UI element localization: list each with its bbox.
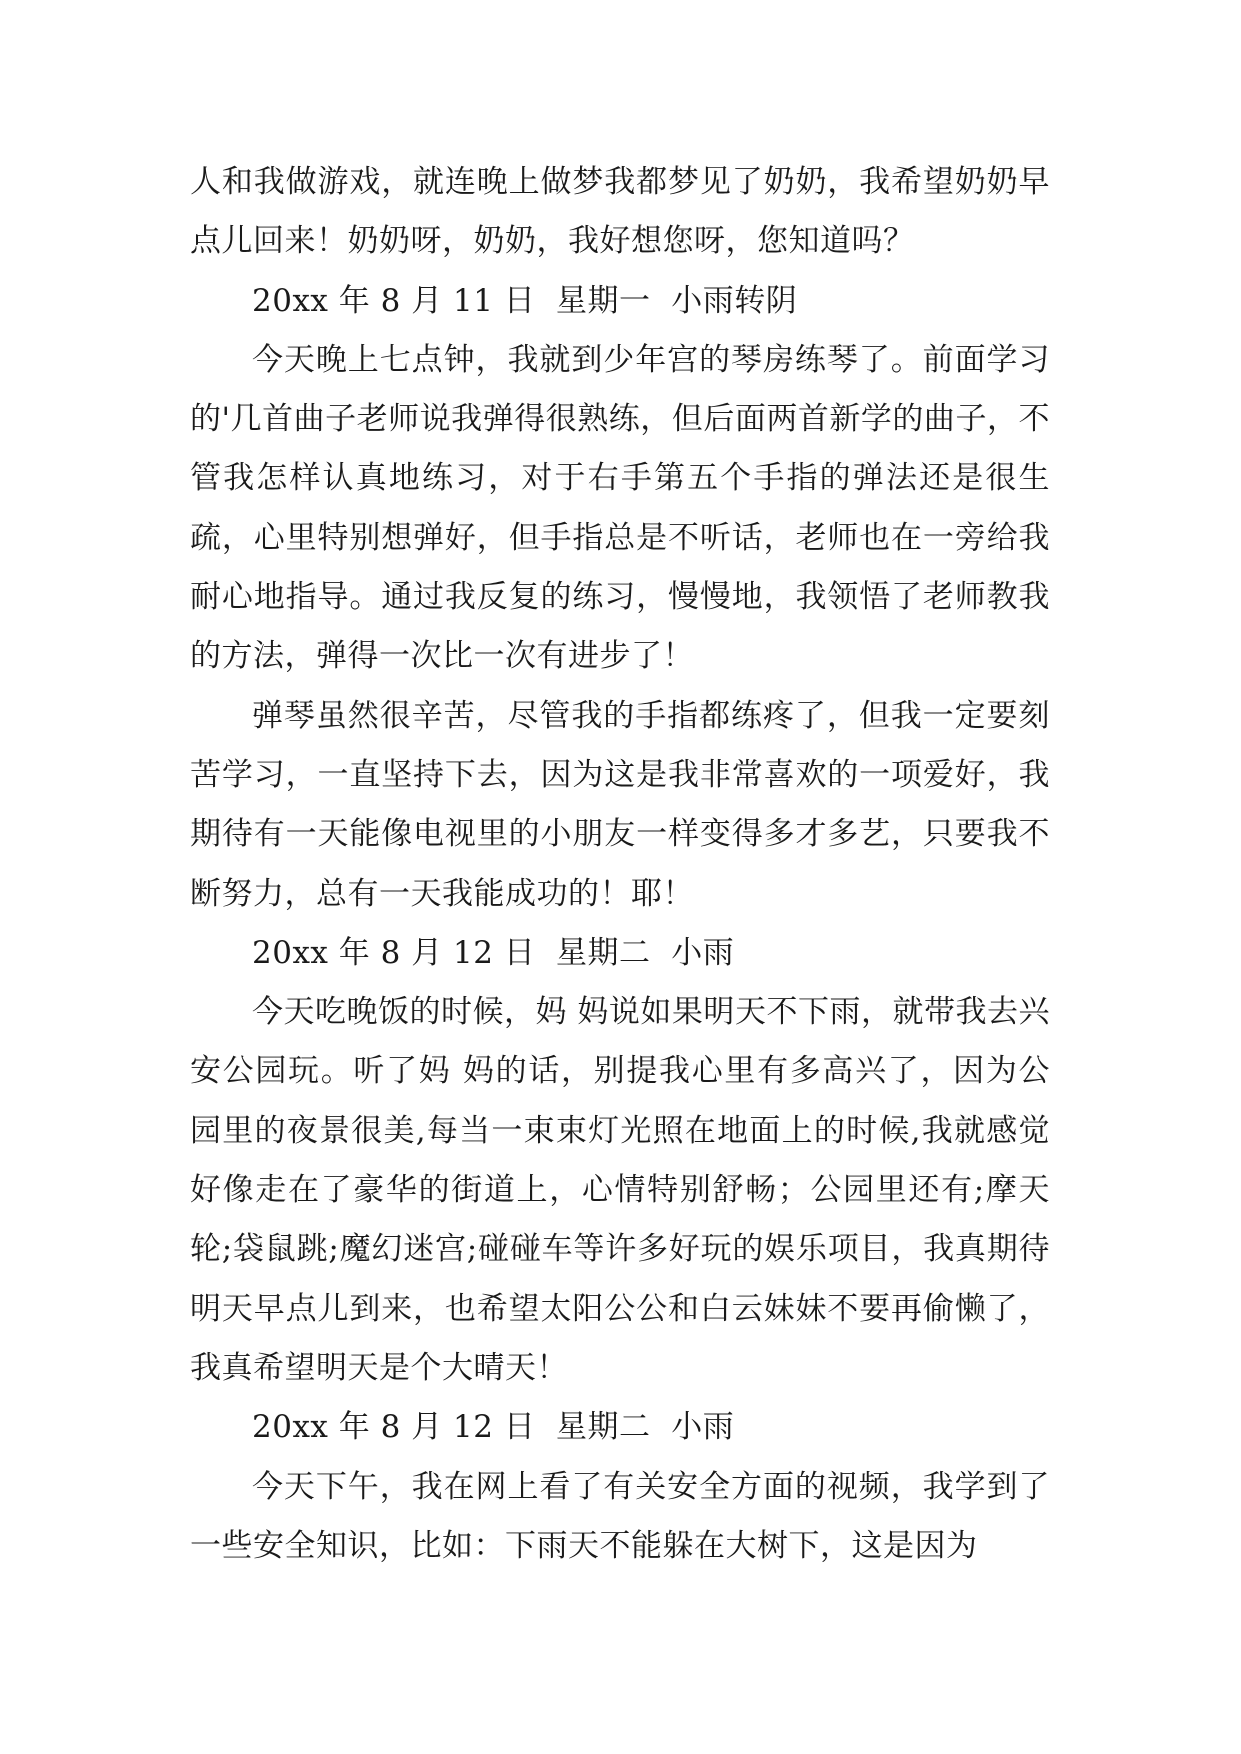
paragraph-continued-from-previous-page: 人和我做游戏，就连晚上做梦我都梦见了奶奶，我希望奶奶早点儿回来！奶奶呀，奶奶，我好想您呀，您知道吗？ xyxy=(190,164,1050,260)
document-body xyxy=(190,153,1050,1576)
diary-paragraph: 今天吃晚饭的时候，妈 妈说如果明天不下雨，就带我去兴安公园玩。听了妈 妈的话，别提我心里有多高兴了，因为公园里的夜景很美,每当一束束灯光照在地面上的时候,我就感觉好像走在了豪华的街道上，心情特别舒畅；公园里还有;摩天轮;袋鼠跳;魔幻迷宫;碰碰车等许多好玩的娱乐项目，我真期待明天早点儿到来，也希望太阳公公和白云妹妹不要再偷懒了，我真希望明天是个大晴天！ xyxy=(190,994,1050,1386)
diary-date-heading: 20xx 年 8 月 12 日 星期二 小雨 xyxy=(252,1409,735,1446)
diary-paragraph: 今天下午，我在网上看了有关安全方面的视频，我学到了一些安全知识，比如：下雨天不能躲在大树下，这是因为 xyxy=(190,1468,1050,1564)
diary-date-heading: 20xx 年 8 月 12 日 星期二 小雨 xyxy=(252,934,735,971)
diary-paragraph: 今天晚上七点钟，我就到少年宫的琴房练琴了。前面学习的'几首曲子老师说我弹得很熟练，但后面两首新学的曲子，不管我怎样认真地练习，对于右手第五个手指的弹法还是很生疏，心里特别想弹好，但手指总是不听话，老师也在一旁给我耐心地指导。通过我反复的练习，慢慢地，我领悟了老师教我的方法，弹得一次比一次有进步了！ xyxy=(190,341,1050,675)
diary-paragraph: 弹琴虽然很辛苦，尽管我的手指都练疼了，但我一定要刻苦学习，一直坚持下去，因为这是我非常喜欢的一项爱好，我期待有一天能像电视里的小朋友一样变得多才多艺，只要我不断努力，总有一天我能成功的！耶！ xyxy=(190,697,1050,912)
diary-date-heading: 20xx 年 8 月 11 日 星期一 小雨转阴 xyxy=(252,282,798,319)
